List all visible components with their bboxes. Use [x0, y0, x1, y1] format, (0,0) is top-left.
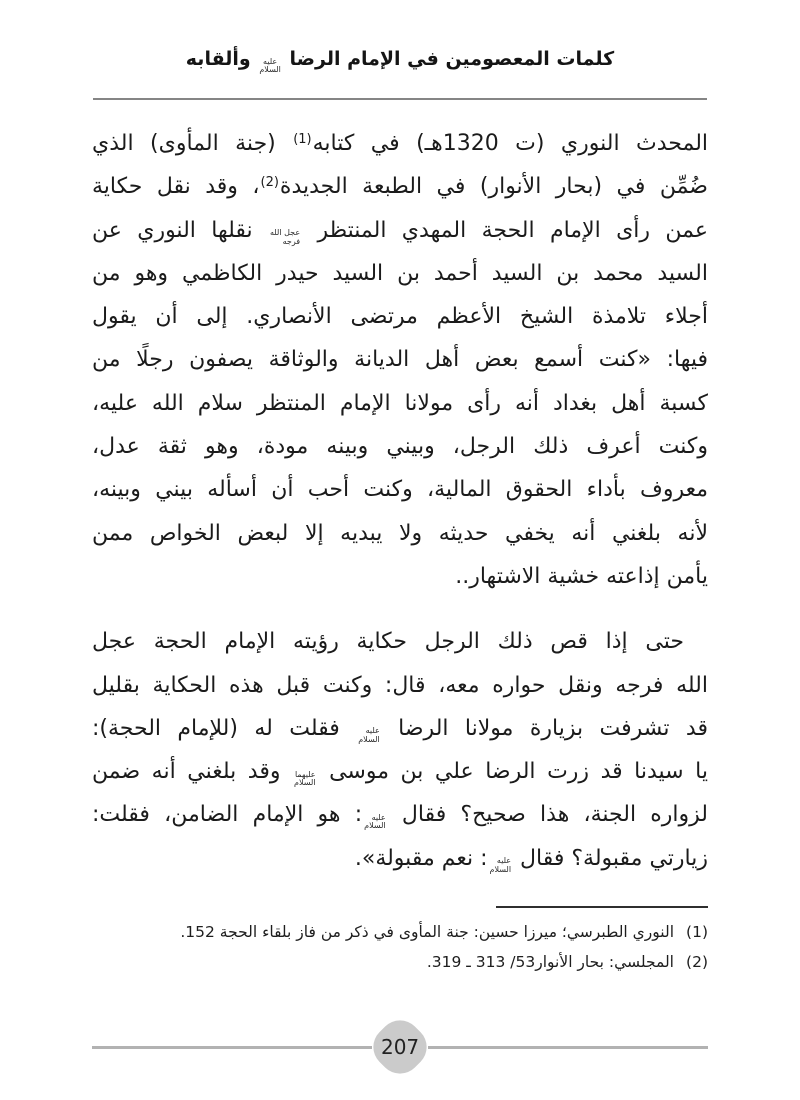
honorific-mark: عليهما السلام	[294, 769, 316, 788]
body-line: عمن رأى الإمام الحجة المهدي المنتظر عجل الله فرجه نقلها النوري عن	[92, 217, 708, 246]
footnote-number: (1)	[686, 923, 708, 941]
paragraph	[92, 122, 708, 598]
body-line: الله فرجه ونقل حواره معه، قال: وكنت قبل هذه الحكاية بقليل	[92, 672, 708, 698]
body-line: قد تشرفت بزيارة مولانا الرضا عليه السلام فقلت له (للإمام الحجة):	[92, 715, 708, 744]
footnote-item	[92, 947, 708, 977]
paragraph	[92, 620, 708, 880]
header-rule	[93, 98, 707, 100]
footer-rule-right	[428, 1046, 708, 1049]
page-number-badge	[365, 1012, 436, 1083]
footnotes-section	[92, 906, 708, 977]
body-line: كسبة أهل بغداد أنه رأى مولانا الإمام المنتظر سلام الله عليه،	[92, 390, 708, 416]
footnote-list	[92, 917, 708, 977]
body-line: حتى إذا قص ذلك الرجل حكاية رؤيته الإمام الحجة عجل	[92, 629, 684, 655]
footnote-ref: (1)	[293, 132, 312, 147]
body-line: يا سيدنا قد زرت الرضا علي بن موسى عليهما السلام وقد بلغني أنه ضمن	[92, 759, 708, 788]
body-line: السيد محمد بن السيد أحمد بن السيد حيدر الكاظمي وهو من	[92, 260, 708, 286]
page-footer	[92, 1016, 708, 1078]
honorific-top: عليه	[263, 56, 278, 66]
honorific-mark	[259, 58, 281, 75]
honorific-mark: عجل الله فرجه	[269, 228, 301, 246]
body-line: يأمن إذاعته خشية الاشتهار..	[455, 563, 708, 589]
footnote-text: النوري الطبرسي؛ ميرزا حسين: جنة المأوى في ذكر من فاز بلقاء الحجة 152.	[180, 923, 674, 941]
footnote-text: المجلسي: بحار الأنوار53/ 313 ـ 319.	[426, 953, 674, 971]
footer-rule-left	[92, 1046, 372, 1049]
honorific-mark: عليه السلام	[358, 726, 380, 744]
footnote-ref: (2)	[260, 175, 279, 191]
footnote-separator	[496, 906, 708, 908]
body-line: لزواره الجنة، هذا صحيح؟ فقال عليه السلام : هو الإمام الضامن، فقلت:	[92, 802, 708, 831]
body-line: أجلاء تلامذة الشيخ الأعظم مرتضى الأنصاري. إلى أن يقول	[92, 304, 708, 330]
honorific-mark: عليه السلام	[489, 856, 512, 874]
honorific-mark: عليه السلام	[364, 813, 386, 831]
body-line: فيها: «كنت أسمع بعض أهل الديانة والوثاقة يصفون رجلًا من	[92, 347, 708, 373]
body-line: معروف بأداء الحقوق المالية، وكنت أحب أن أسأله بيني وبينه،	[92, 477, 708, 503]
body-line: ضُمِّن في (بحار الأنوار) في الطبعة الجديدة(2)، وقد نقل حكاية	[92, 174, 708, 200]
footnote-item	[92, 917, 708, 947]
page-header	[0, 48, 800, 74]
honorific-bottom: السلام	[259, 65, 281, 74]
body-text	[92, 122, 708, 880]
body-line: وكنت أعرف ذلك الرجل، وبيني وبينه مودة، وهو ثقة عدل،	[92, 434, 708, 460]
body-line: لأنه بلغني أنه يخفي حديثه ولا يبديه إلا لبعض الخواص ممن	[92, 520, 708, 546]
footnote-number: (2)	[686, 953, 708, 971]
body-line: المحدث النوري (ت 1320هـ) في كتابه(1) (جنة المأوى) الذي	[92, 131, 708, 156]
header-title-after: وألقابه	[185, 48, 251, 70]
header-title-before: كلمات المعصومين في الإمام الرضا	[289, 48, 615, 70]
page-number: 207	[380, 1035, 420, 1059]
body-line: زيارتي مقبولة؟ فقال عليه السلام : نعم مقبولة».	[354, 845, 708, 874]
